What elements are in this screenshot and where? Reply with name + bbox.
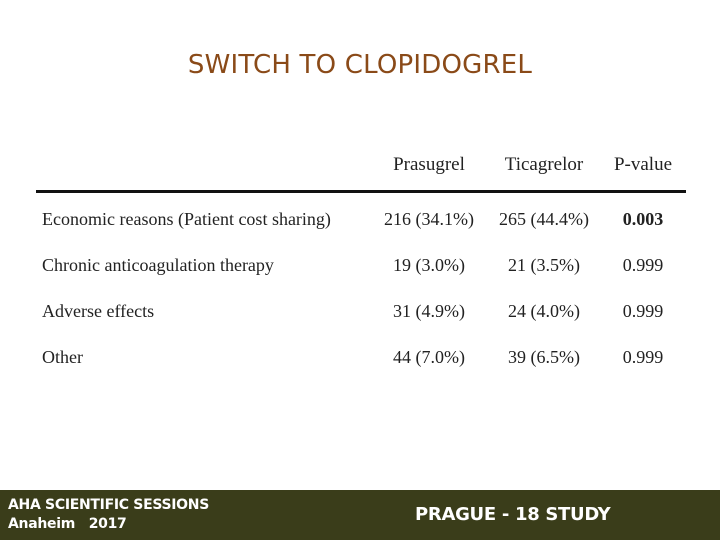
conference-location: Anaheim 2017	[8, 516, 127, 532]
table-header-row	[36, 150, 686, 192]
header-ticagrelor: Ticagrelor	[488, 150, 600, 192]
row-prasugrel: 19 (3.0%)	[393, 254, 465, 275]
header-p-value: P-value	[600, 150, 686, 192]
row-ticagrelor: 265 (44.4%)	[499, 208, 589, 229]
row-reason: Adverse effects	[42, 300, 155, 321]
results-table	[36, 150, 686, 380]
row-p-value: 0.999	[622, 254, 664, 275]
conference-name: AHA SCIENTIFIC SESSIONS	[8, 497, 209, 513]
row-ticagrelor: 24 (4.0%)	[508, 300, 580, 321]
table-row	[36, 334, 686, 380]
slide-title: SWITCH TO CLOPIDOGREL	[187, 50, 533, 80]
row-reason: Other	[42, 346, 83, 367]
row-p-value: 0.999	[622, 300, 664, 321]
row-reason: Chronic anticoagulation therapy	[42, 254, 274, 275]
row-prasugrel: 216 (34.1%)	[384, 208, 474, 229]
table-row	[36, 192, 686, 243]
row-prasugrel: 31 (4.9%)	[393, 300, 465, 321]
header-reason	[36, 150, 370, 192]
table-row	[36, 288, 686, 334]
footer-bar	[0, 490, 720, 540]
row-p-value: 0.003	[622, 208, 664, 229]
study-name: PRAGUE - 18 STUDY	[415, 504, 611, 525]
row-reason: Economic reasons (Patient cost sharing)	[42, 208, 331, 229]
footer-conference-info	[8, 496, 209, 534]
row-ticagrelor: 39 (6.5%)	[508, 346, 580, 367]
table-row	[36, 242, 686, 288]
header-prasugrel: Prasugrel	[370, 150, 488, 192]
row-ticagrelor: 21 (3.5%)	[508, 254, 580, 275]
row-p-value: 0.999	[622, 346, 664, 367]
results-table-container	[36, 150, 686, 380]
row-prasugrel: 44 (7.0%)	[393, 346, 465, 367]
